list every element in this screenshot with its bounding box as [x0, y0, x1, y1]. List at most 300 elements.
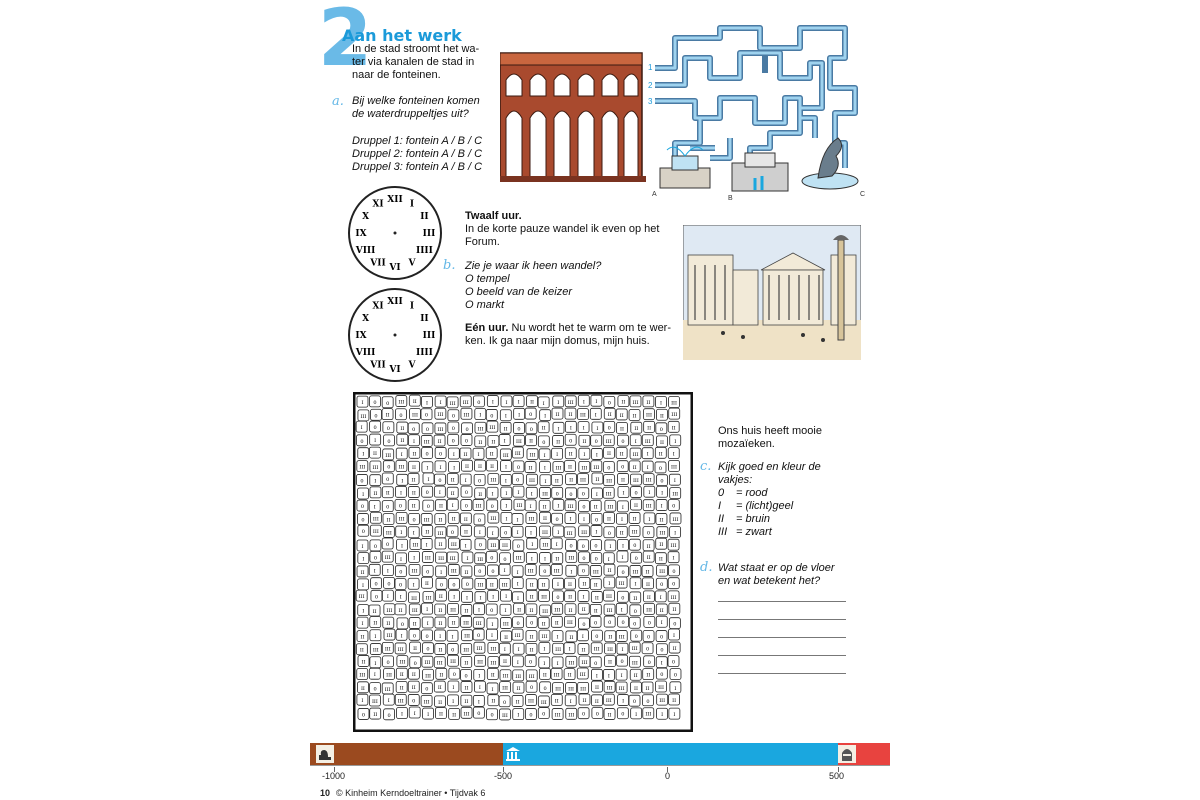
mosaic-tile-mark: 0: [399, 412, 403, 419]
mosaic-tile-mark: I: [661, 490, 664, 497]
mosaic-tile-mark: II: [439, 672, 444, 679]
mosaic-tile-mark: 0: [387, 581, 391, 588]
mosaic-tile-mark: II: [464, 569, 469, 576]
mosaic-tile-mark: II: [517, 607, 522, 614]
droplet-2-option[interactable]: Druppel 2: fontein A / B / C: [352, 148, 483, 160]
mosaic-tile-mark: III: [424, 660, 431, 667]
mosaic-tile-mark: I: [505, 491, 508, 498]
mosaic-tile-mark: III: [632, 478, 639, 485]
mosaic-tile-mark: II: [463, 451, 468, 458]
mosaic-tile-mark: 0: [607, 465, 611, 472]
mosaic-tile-mark: 0: [530, 620, 534, 627]
mosaic-tile-mark: II: [632, 413, 637, 420]
mosaic-tile-mark: II: [438, 594, 443, 601]
mosaic-tile-mark: III: [449, 400, 456, 407]
clock-twelve-oclock[interactable]: [345, 183, 445, 283]
mosaic-tile-mark: III: [555, 647, 562, 654]
mosaic-tile-mark: I: [503, 568, 506, 575]
clock-center: [394, 334, 397, 337]
answer-line[interactable]: [718, 601, 846, 602]
mosaic-tile-mark: I: [648, 490, 651, 497]
mosaic-tile-mark: 0: [607, 530, 611, 537]
mosaic-tile-mark: III: [579, 672, 586, 679]
mosaic-tile-mark: 0: [412, 633, 417, 640]
mosaic-tile-mark: 0: [621, 464, 625, 471]
mosaic-tile-mark: III: [372, 647, 379, 654]
mosaic-tile-mark: III: [541, 634, 548, 641]
mosaic-tile-mark: I: [621, 517, 624, 524]
droplet-1-option[interactable]: Druppel 1: fontein A / B / C: [352, 135, 483, 147]
mosaic-tile-mark: III: [645, 477, 652, 484]
question-a-text: Bij welke fonteinen komen de waterdruppeltjes uit?: [352, 95, 480, 120]
mosaic-tile-mark: II: [556, 439, 561, 446]
forum-text: Twaalf uur. In de korte pauze wandel ik even op het Forum.: [465, 210, 660, 248]
mosaic-tile-mark: III: [477, 582, 484, 589]
mosaic-tile-mark: I: [439, 633, 442, 640]
mosaic-tile-mark: II: [360, 569, 365, 576]
mosaic-tile-mark: III: [542, 542, 549, 549]
mosaic-tile-mark: III: [540, 699, 547, 706]
mosaic-tile-mark: 0: [425, 633, 429, 640]
mosaic-tile-mark: I: [622, 698, 625, 705]
mosaic-tile-mark: 0: [400, 621, 405, 628]
mosaic-tile-mark: III: [464, 633, 471, 640]
mosaic-tile-mark: II: [619, 412, 624, 419]
mosaic-tile-mark: 0: [647, 620, 651, 627]
mosaic-tile-mark: I: [620, 673, 623, 680]
mosaic-tile-mark: 0: [373, 555, 378, 562]
mosaic-tile-mark: 0: [490, 712, 494, 719]
mosaic-tile-mark: II: [373, 490, 378, 497]
clock-numeral: II: [420, 314, 429, 324]
mosaic-tile-mark: I: [360, 425, 363, 432]
mosaic-tile-mark: II: [450, 477, 455, 484]
mosaic-tile-mark: I: [477, 699, 480, 706]
mosaic-tile-mark: I: [503, 438, 506, 445]
mosaic-tile-mark: I: [361, 698, 364, 705]
mosaic-tile-mark: II: [530, 399, 535, 406]
mosaic-tile-mark: II: [464, 699, 469, 706]
mosaic-tile-mark: II: [568, 594, 573, 601]
mosaic-tile-mark: III: [618, 685, 625, 692]
mosaic-tile-mark: III: [659, 530, 666, 537]
mosaic-tile-mark: 0: [477, 517, 482, 524]
mosaic-tile-mark: 0: [451, 425, 455, 432]
mosaic-tile-mark: II: [542, 504, 547, 511]
mosaic-tile-mark: 0: [465, 582, 469, 589]
mosaic-tile-mark: I: [516, 569, 519, 576]
mosaic-tile-mark: II: [399, 672, 404, 679]
mosaic-tile-mark: I: [556, 452, 559, 459]
mosaic-tile-mark: III: [527, 568, 534, 575]
mosaic-tile-mark: 0: [529, 712, 533, 719]
mosaic-tile-mark: II: [464, 464, 469, 471]
mosaic-tile-mark: I: [491, 399, 494, 406]
mosaic-tile-mark: I: [674, 685, 677, 692]
temple-icon: [504, 745, 522, 763]
clock-numeral: I: [409, 301, 415, 312]
mosaic-tile-mark: III: [490, 646, 497, 653]
mosaic-tile-mark: 0: [412, 517, 416, 524]
mosaic-tile-mark: III: [386, 672, 393, 679]
sphinx-icon: [316, 745, 334, 763]
mosaic-tile-mark: 0: [594, 517, 599, 524]
mosaic-tile-mark: II: [554, 478, 559, 485]
mosaic-tile-mark: I: [373, 504, 376, 511]
mosaic-tile-mark: I: [361, 543, 364, 550]
mosaic-tile-mark: III: [606, 685, 613, 692]
mosaic-tile-mark: I: [362, 556, 365, 563]
mosaic-tile-mark: I: [412, 438, 415, 445]
mosaic-tile-mark: III: [568, 712, 575, 719]
mosaic-tile-mark: II: [607, 568, 612, 575]
svg-text:2: 2: [648, 81, 653, 90]
mosaic-tile-mark: II: [464, 608, 469, 615]
mosaic-tile-mark: II: [503, 659, 508, 666]
clock-numeral: IIII: [416, 246, 433, 256]
option-temple[interactable]: O tempel: [465, 273, 510, 285]
mosaic-tile-mark: 0: [516, 620, 520, 627]
svg-text:3: 3: [648, 97, 653, 106]
mosaic-tile-mark: 0: [424, 412, 429, 419]
mosaic-tile-mark: 0: [451, 413, 456, 420]
mosaic-tile-mark: II: [411, 685, 416, 692]
mosaic-tile-mark: II: [464, 685, 469, 692]
mosaic-tile-mark: III: [529, 478, 535, 485]
mosaic-tile-mark: 0: [361, 529, 365, 536]
mosaic-tile-mark: I: [491, 633, 494, 640]
mosaic-tile-mark: 0: [398, 503, 403, 510]
mosaic-tile-mark: I: [583, 452, 586, 459]
mosaic-tile-mark: II: [373, 451, 377, 458]
mosaic-tile-mark: II: [503, 426, 508, 433]
roman-forum-illustration: [683, 225, 861, 360]
mosaic-tile-mark: 0: [374, 581, 378, 588]
mosaic-tile-mark: 0: [581, 491, 585, 498]
answer-line[interactable]: [718, 673, 846, 674]
droplet-3-option[interactable]: Druppel 3: fontein A / B / C: [352, 161, 483, 173]
mosaic-tile-mark: I: [374, 438, 377, 445]
page-number: 10: [320, 788, 331, 798]
mosaic-tile-mark: II: [645, 569, 650, 576]
mosaic-tile-mark: III: [568, 555, 575, 562]
mosaic-tile-mark: III: [568, 686, 575, 693]
footer-credit: © Kinheim Kerndoeltrainer • Tijdvak 6: [336, 788, 486, 798]
mosaic-tile-mark: 0: [360, 504, 365, 511]
clock-center: [394, 232, 397, 235]
mosaic-tile-mark: II: [567, 672, 572, 679]
mosaic-tile-mark: III: [670, 594, 677, 601]
mosaic-tile-mark: III: [372, 465, 379, 472]
mosaic-tile-mark: 0: [647, 659, 651, 666]
mosaic-tile-mark: III: [399, 659, 406, 666]
mosaic-tile-mark: I: [530, 556, 533, 563]
mosaic-tile-mark: 0: [425, 426, 430, 433]
mosaic-tile-mark: II: [595, 685, 600, 692]
mosaic-tile-mark: 0: [387, 464, 391, 471]
mosaic-tile-mark: II: [412, 465, 416, 472]
mosaic-tile-mark: II: [437, 685, 442, 692]
mosaic-tile-mark: III: [372, 516, 379, 523]
answer-line[interactable]: [718, 619, 846, 620]
mosaic-tile-mark: 0: [621, 569, 625, 576]
mosaic-tile-mark: II: [386, 517, 391, 524]
mosaic-tile-mark: III: [516, 503, 523, 510]
mosaic-tile-mark: 0: [426, 504, 430, 511]
mosaic-tile-mark: 0: [646, 698, 650, 705]
mosaic-tile-mark: III: [529, 452, 536, 459]
mosaic-tile-mark: I: [582, 399, 585, 406]
timeline-label: -500: [494, 771, 513, 781]
mosaic-coloring-grid[interactable]: [353, 392, 693, 732]
answer-line[interactable]: [718, 637, 846, 638]
mosaic-tile-mark: I: [544, 478, 547, 485]
fountain-c-drawing: [802, 138, 858, 189]
mosaic-tile-mark: III: [515, 439, 522, 446]
mosaic-tile-mark: I: [634, 581, 637, 588]
mosaic-tile-mark: 0: [607, 425, 611, 432]
clock-numeral: X: [362, 314, 370, 324]
mosaic-tile-mark: I: [505, 594, 508, 601]
mosaic-tile-mark: I: [400, 452, 403, 459]
mosaic-tile-mark: III: [384, 555, 391, 562]
mosaic-tile-mark: I: [451, 634, 454, 641]
intro-text: In de stad stroomt het wa- ter via kanalen de stad in naar de fonteinen.: [352, 43, 480, 81]
mosaic-tile-mark: 0: [452, 672, 456, 679]
mosaic-tile-mark: I: [595, 673, 598, 680]
mosaic-tile-mark: 0: [464, 438, 469, 445]
clock-numeral: VIII: [355, 348, 376, 358]
mosaic-tile-mark: I: [400, 711, 403, 718]
mosaic-tile-mark: I: [674, 438, 677, 445]
mosaic-tile-mark: III: [555, 465, 562, 472]
mosaic-tile-mark: III: [672, 516, 679, 523]
mosaic-tile-mark: III: [477, 556, 484, 563]
mosaic-tile-mark: I: [439, 399, 442, 406]
mosaic-tile-mark: II: [658, 556, 663, 563]
mosaic-tile-mark: II: [581, 607, 586, 614]
mosaic-tile-mark: III: [384, 686, 391, 693]
mosaic-tile-mark: 0: [386, 400, 390, 407]
mosaic-tile-mark: III: [371, 699, 378, 706]
clock-numeral: V: [408, 258, 416, 269]
mosaic-tile-mark: II: [463, 516, 468, 523]
mosaic-tile-mark: III: [670, 543, 677, 550]
mosaic-tile-mark: I: [362, 491, 365, 498]
mosaic-tile-mark: II: [411, 503, 416, 510]
mosaic-tile-mark: III: [632, 569, 639, 576]
mosaic-tile-mark: II: [554, 698, 559, 705]
mosaic-tile-mark: II: [398, 607, 403, 614]
mosaic-tile-mark: I: [386, 594, 389, 601]
mosaic-tile-mark: 0: [361, 517, 365, 524]
mosaic-tile-mark: 0: [621, 595, 625, 602]
mosaic-tile-mark: I: [581, 633, 584, 640]
mosaic-tile-mark: II: [529, 582, 534, 589]
option-emperor-statue[interactable]: O beeld van de keizer: [465, 286, 573, 298]
mosaic-tile-mark: 0: [543, 685, 547, 692]
mosaic-tile-mark: I: [607, 673, 610, 680]
clock-one-oclock[interactable]: [345, 285, 445, 385]
mosaic-tile-mark: III: [567, 399, 574, 406]
aqueduct-drawing: [500, 53, 646, 182]
mosaic-tile-mark: 0: [516, 477, 520, 484]
mosaic-tile-mark: II: [385, 490, 390, 497]
mosaic-tile-mark: II: [438, 647, 443, 654]
mosaic-tile-mark: II: [452, 712, 457, 719]
clock-numeral: XI: [372, 301, 384, 312]
mosaic-tile-mark: 0: [464, 673, 468, 680]
mosaic-tile-mark: II: [568, 451, 573, 458]
mosaic-tile-mark: I: [399, 594, 402, 601]
mosaic-tile-mark: III: [424, 555, 431, 562]
mosaic-tile-mark: II: [606, 516, 611, 523]
mosaic-tile-mark: III: [398, 516, 405, 523]
mosaic-tile-mark: III: [476, 646, 483, 653]
mosaic-tile-mark: III: [566, 530, 573, 537]
mosaic-tile-mark: I: [505, 503, 508, 510]
mosaic-tile-mark: I: [374, 478, 377, 485]
mosaic-tile-mark: 0: [621, 439, 625, 446]
mosaic-tile-mark: 0: [361, 712, 366, 719]
mosaic-tile-mark: 0: [582, 555, 586, 562]
mosaic-tile-mark: 0: [360, 478, 364, 485]
mosaic-tile-mark: II: [489, 582, 494, 589]
mosaic-tile-mark: I: [622, 490, 625, 497]
mosaic-tile-mark: III: [672, 491, 679, 498]
mosaic-tile-mark: 0: [374, 594, 379, 601]
mosaic-tile-mark: I: [504, 464, 507, 471]
mosaic-tile-mark: III: [606, 608, 613, 615]
domus-text: Eén uur. Nu wordt het te warm om te wer- ken. Ik ga naar mijn domus, mijn huis.: [465, 322, 672, 347]
mosaic-tile-mark: 0: [464, 490, 469, 497]
mosaic-tile-mark: II: [594, 698, 599, 705]
mosaic-tile-mark: 0: [504, 530, 508, 537]
mosaic-tile-mark: I: [544, 556, 547, 563]
mosaic-tile-mark: III: [555, 686, 562, 693]
mosaic-tile-mark: III: [425, 595, 432, 602]
mosaic-tile-mark: III: [515, 673, 522, 680]
mosaic-tile-mark: II: [658, 451, 663, 458]
answer-line[interactable]: [718, 655, 846, 656]
mosaic-tile-mark: I: [505, 516, 508, 523]
mosaic-tile-mark: II: [490, 672, 495, 679]
mosaic-tile-mark: I: [660, 620, 663, 627]
mosaic-tile-mark: I: [464, 477, 467, 484]
mosaic-tile-mark: III: [579, 412, 586, 419]
mosaic-tile-mark: III: [359, 464, 366, 471]
mosaic-tile-mark: II: [646, 399, 651, 406]
mosaic-tile-mark: I: [516, 517, 519, 524]
mosaic-tile-mark: I: [531, 542, 534, 549]
mosaic-tile-mark: II: [568, 582, 572, 589]
mosaic-tile-mark: 0: [477, 633, 481, 640]
mosaic-tile-mark: II: [646, 672, 651, 679]
mosaic-tile-mark: II: [515, 699, 520, 706]
mosaic-tile-mark: II: [621, 477, 625, 484]
mosaic-tile-mark: II: [478, 439, 483, 446]
mosaic-tile-mark: II: [619, 530, 624, 537]
mosaic-tile-mark: II: [569, 634, 574, 641]
mosaic-tile-mark: III: [384, 646, 391, 653]
mosaic-tile-mark: I: [453, 465, 456, 472]
mosaic-tile-mark: I: [583, 516, 586, 523]
question-a-letter: a.: [332, 94, 344, 109]
mosaic-tile-mark: 0: [632, 699, 637, 706]
mosaic-tile-mark: I: [374, 633, 377, 640]
mosaic-tile-mark: II: [659, 517, 664, 524]
mosaic-tile-mark: III: [360, 413, 367, 420]
clock-numeral: II: [420, 212, 429, 222]
mosaic-tile-mark: II: [413, 646, 418, 653]
mosaic-tile-mark: III: [490, 660, 497, 667]
mosaic-tile-mark: II: [438, 621, 443, 628]
mosaic-tile-mark: II: [529, 607, 534, 614]
mosaic-tile-mark: III: [501, 582, 508, 589]
mosaic-tile-mark: III: [514, 451, 521, 458]
mosaic-tile-mark: II: [634, 426, 639, 433]
mosaic-tile-mark: II: [555, 412, 560, 419]
mosaic-tile-mark: II: [450, 491, 455, 498]
mosaic-tile-mark: II: [569, 477, 574, 484]
mosaic-tile-mark: II: [373, 712, 378, 719]
mosaic-tile-mark: 0: [581, 711, 586, 718]
mosaic-tile-mark: 0: [593, 620, 598, 627]
mosaic-tile-mark: I: [621, 555, 624, 562]
mosaic-tile-mark: I: [387, 698, 390, 705]
option-market[interactable]: O markt: [465, 299, 505, 311]
mosaic-tile-mark: I: [491, 491, 494, 498]
mosaic-tile-mark: 0: [373, 686, 377, 693]
mosaic-tile-mark: I: [555, 542, 558, 549]
mosaic-tile-mark: I: [374, 660, 377, 667]
mosaic-tile-mark: 0: [477, 711, 481, 718]
mosaic-tile-mark: 0: [374, 413, 378, 420]
timeline-segment-blue: [503, 743, 838, 765]
mosaic-tile-mark: III: [501, 712, 508, 719]
mosaic-tile-mark: II: [439, 503, 444, 510]
mosaic-tile-mark: III: [646, 607, 653, 614]
mosaic-tile-mark: 0: [634, 556, 638, 563]
mosaic-tile-mark: I: [412, 582, 415, 589]
mosaic-tile-mark: I: [516, 595, 519, 602]
mosaic-tile-mark: III: [658, 685, 665, 692]
mosaic-tile-mark: III: [632, 452, 639, 459]
mosaic-tile-mark: III: [423, 517, 430, 524]
mosaic-tile-mark: I: [635, 711, 638, 718]
mosaic-tile-mark: II: [541, 425, 546, 432]
mosaic-tile-mark: I: [491, 686, 494, 693]
mosaic-tile-mark: I: [557, 582, 560, 589]
mosaic-tile-mark: 0: [490, 607, 494, 614]
mosaic-tile-mark: I: [491, 530, 494, 537]
mosaic-tile-mark: II: [619, 426, 624, 433]
mosaic-tile-mark: I: [659, 400, 662, 407]
mosaic-tile-mark: 0: [425, 451, 429, 458]
fountain-a-drawing: [660, 147, 710, 188]
mosaic-tile-mark: 0: [673, 621, 677, 628]
question-d-letter: d.: [700, 560, 713, 575]
mosaic-tile-mark: 0: [646, 530, 651, 537]
mosaic-tile-mark: I: [646, 465, 649, 472]
mosaic-tile-mark: III: [502, 543, 508, 550]
mosaic-tile-mark: I: [543, 452, 546, 459]
mosaic-tile-mark: I: [440, 569, 443, 576]
mosaic-tile-mark: III: [605, 698, 612, 705]
mosaic-tile-mark: III: [514, 633, 521, 640]
mosaic-tile-mark: I: [672, 555, 675, 562]
mosaic-tile-mark: III: [475, 621, 482, 628]
